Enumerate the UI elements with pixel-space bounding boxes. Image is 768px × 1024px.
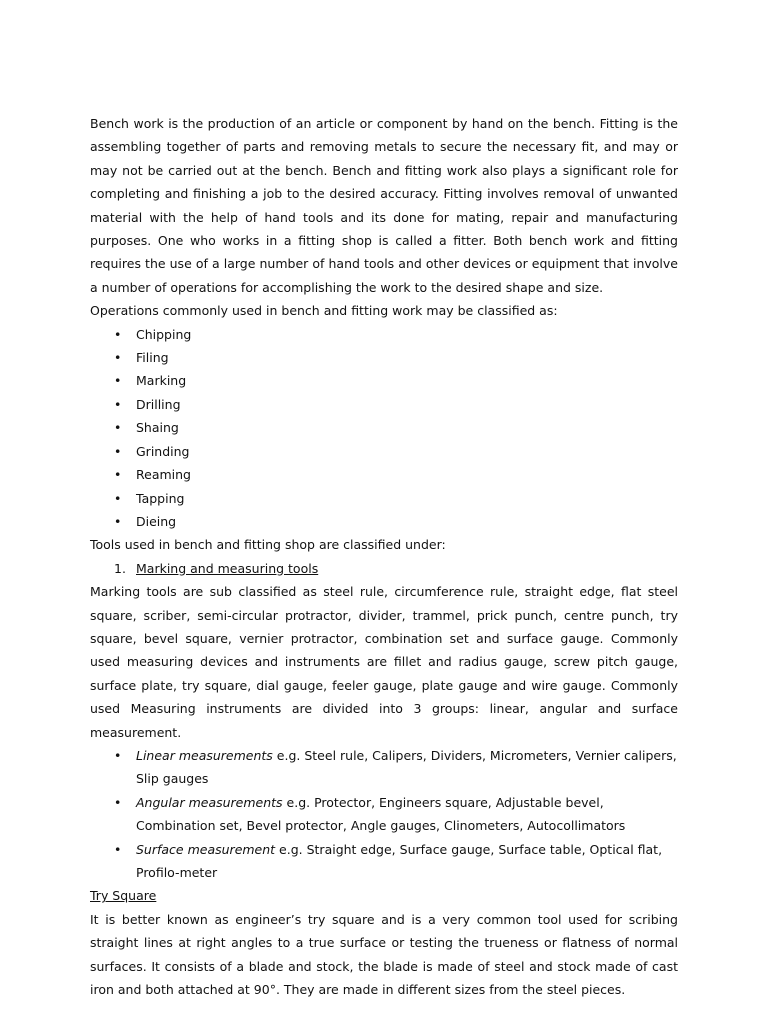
measurement-term: Surface measurement (136, 841, 276, 857)
measurement-detail: e.g. Steel rule, Calipers, Dividers, Micrometers, Vernier calipers, Slip gauges (136, 747, 677, 787)
list-item: • Dieing (90, 510, 678, 533)
measurement-term: Angular measurements (136, 794, 283, 810)
operations-intro: Operations commonly used in bench and fitting work may be classified as: (90, 303, 558, 319)
list-item: • Tapping (90, 487, 678, 510)
list-item: • Shaing (90, 416, 678, 439)
list-item (90, 744, 678, 791)
operations-list (90, 323, 678, 534)
list-item: • Grinding (90, 440, 678, 463)
list-item (90, 791, 678, 838)
list-number: 1. (114, 560, 126, 576)
list-item (90, 838, 678, 885)
list-item: • Marking (90, 369, 678, 392)
list-item: • Reaming (90, 463, 678, 486)
marking-paragraph: Marking tools are sub classified as steel rule, circumference rule, straight edge, flat steel square, scriber, semi-circular protractor, divider, trammel, prick punch, centre punch, try square, bevel square, vernier protractor, combination set and surface gauge. Commonly used measuring devices and instruments are fillet and radius gauge, screw pitch gauge, surface plate, try square, dial gauge, feeler gauge, plate gauge and wire gauge. Commonly used Measuring instruments are divided into 3 groups: linear, angular and surface measurement. (90, 584, 678, 740)
list-item (90, 557, 678, 580)
measurement-term: Linear measurements (136, 747, 273, 763)
measurement-detail: e.g. Protector, Engineers square, Adjustable bevel, Combination set, Bevel protector, Angle gauges, Clinometers, Autocollimators (136, 794, 626, 834)
list-item: • Chipping (90, 323, 678, 346)
document-body (90, 112, 678, 1001)
intro-paragraph: Bench work is the production of an article or component by hand on the bench. Fitting is the assembling together of parts and removing metals to secure the necessary fit, and may or may not be carried out at the bench. Bench and fitting work also plays a significant role for completing and finishing a job to the desired accuracy. Fitting involves removal of unwanted material with the help of hand tools and its done for mating, repair and manufacturing purposes. One who works in a fitting shop is called a fitter. Both bench work and fitting requires the use of a large number of hand tools and other devices or equipment that involve a number of operations for accomplishing the work to the desired shape and size. (90, 116, 678, 295)
category-title: Marking and measuring tools (136, 560, 319, 576)
tools-intro: Tools used in bench and fitting shop are classified under: (90, 537, 446, 553)
section-heading-try-square: Try Square (90, 888, 157, 904)
measurement-detail: e.g. Straight edge, Surface gauge, Surface table, Optical flat, Profilo-meter (136, 841, 663, 880)
try-square-paragraph: It is better known as engineer’s try square and is a very common tool used for scribing straight lines at right angles to a true surface or testing the trueness or flatness of normal surfaces. It consists of a blade and stock, the blade is made of steel and stock made of cast iron and both attached at 90°. They are made in different sizes from the steel pieces. (90, 911, 678, 998)
measurements-list (90, 744, 678, 884)
list-item: • Filing (90, 346, 678, 369)
list-item: • Drilling (90, 393, 678, 416)
tools-categories-list (90, 557, 678, 580)
